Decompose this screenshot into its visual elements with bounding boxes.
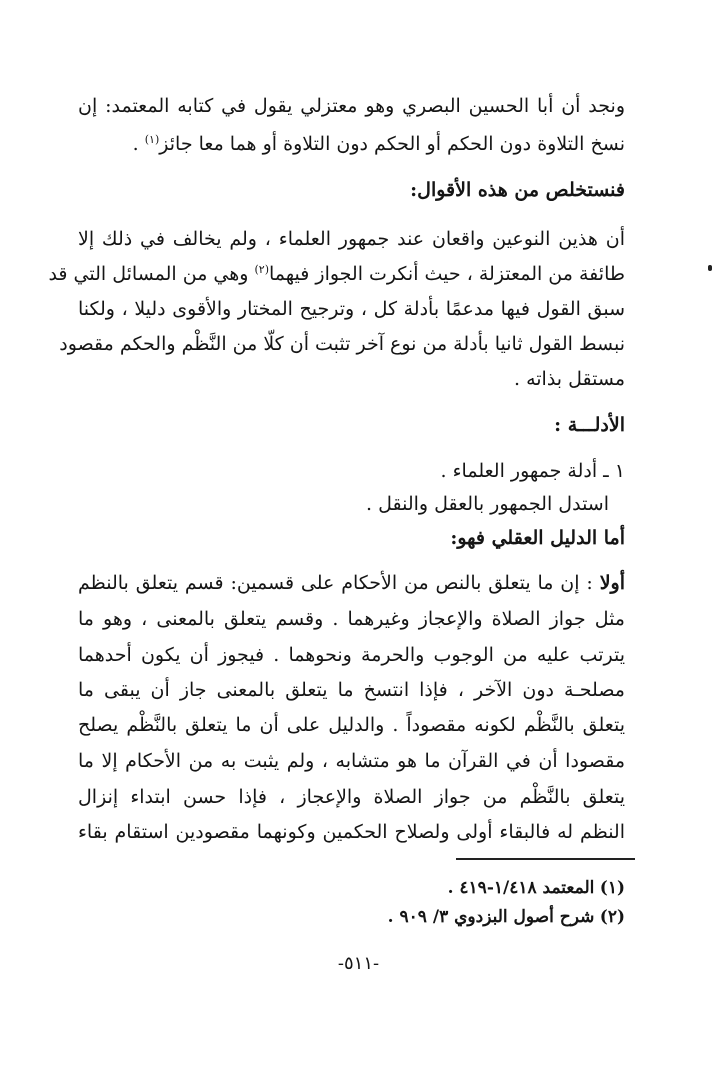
footnote-number: (٢): [599, 907, 625, 927]
page-number: -٥١١-: [337, 953, 380, 974]
footnote: [78, 876, 625, 900]
footnote: [78, 905, 625, 929]
text-line: ونجد أن أبا الحسين البصري وهو معتزلي يقول في كتابه المعتمد: إن: [78, 95, 625, 117]
item-label: أولا: [599, 572, 625, 594]
list-item: ١ ـ أدلة جمهور العلماء .: [440, 460, 625, 482]
text-line: سبق القول فيها مدعمًا بأدلة كل ، وترجيح المختار والأقوى دليلا ، ولكنا: [78, 298, 625, 320]
text-line: مصلحـة دون الآخر ، فإذا انتسخ ما يتعلق بالمعنى جاز أن يبقى ما: [78, 679, 625, 701]
text-line-body: نسخ التلاوة دون الحكم أو الحكم دون التلاوة أو هما معا جائز: [159, 133, 625, 155]
footnote-text: شرح أصول البزدوي ٣/ ٩٠٩ .: [387, 907, 595, 927]
footnote-text: المعتمد ١/٤١٨-٤١٩ .: [447, 878, 595, 898]
text-line: مثل جواز الصلاة والإعجاز وغيرهما . وقسم يتعلق بالمعنى ، وهو ما: [78, 608, 625, 630]
text-line-part: طائفة من المعتزلة ، حيث أنكرت الجواز فيهما: [269, 263, 625, 285]
footnote-ref: (٢): [254, 263, 270, 276]
text-line-part: وهي من المسائل التي قد: [48, 263, 249, 285]
text-line: يتعلق بالنَّظْم من جواز الصلاة والإعجاز ، فإذا حسن ابتداء إنزال: [78, 786, 625, 808]
section-heading: فنستخلص من هذه الأقوال:: [410, 179, 625, 201]
margin-dot: [708, 265, 712, 271]
text-line: [48, 262, 625, 286]
section-heading: أما الدليل العقلي فهو:: [450, 527, 625, 549]
text-line: نسخ التلاوة دون الحكم أو الحكم دون التلاوة أو هما معا جائز$^{(١)}$ .: [132, 133, 625, 155]
text-line: أن هذين النوعين واقعان عند جمهور العلماء ، ولم يخالف في ذلك إلا: [78, 228, 625, 250]
text-line: نبسط القول ثانيا بأدلة من نوع آخر تثبت أن كلّا من النَّظْم والحكم مقصود: [59, 333, 625, 355]
text-line: يترتب عليه من الوجوب والحرمة ونحوهما . فيجوز أن يكون أحدهما: [78, 644, 625, 666]
text-line: مقصودا أن في القرآن ما هو متشابه ، ولم يثبت به من الأحكام إلا ما: [78, 750, 625, 772]
footnote-number: (١): [599, 878, 625, 898]
text-line: مستقل بذاته .: [514, 368, 625, 390]
text-line: استدل الجمهور بالعقل والنقل .: [366, 493, 609, 515]
text-line: [78, 571, 625, 595]
text-line-part: : إن ما يتعلق بالنص من الأحكام على قسمين: قسم يتعلق بالنظم: [78, 572, 593, 594]
text-line: النظم له فالبقاء أولى ولصلاح الحكمين وكونهما مقصودين استقام بقاء: [78, 821, 625, 843]
section-heading: الأدلـــة :: [554, 414, 625, 436]
footnote-separator: [456, 858, 635, 860]
text-line: يتعلق بالنَّظْم لكونه مقصوداً . والدليل على أن ما يتعلق بالنَّظْم يصلح: [78, 714, 625, 736]
footnote-ref: (١): [144, 133, 160, 146]
